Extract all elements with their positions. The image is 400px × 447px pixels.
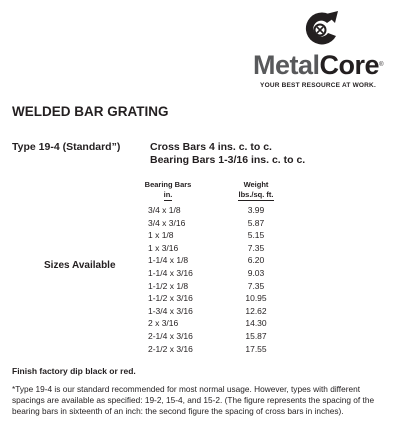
bar-size: 1-1/2 x 3/16	[148, 293, 193, 304]
bar-weight: 12.62	[245, 305, 267, 316]
table-row	[0, 254, 400, 267]
table-row	[0, 242, 400, 255]
bar-weight: 6.20	[247, 255, 265, 266]
logo-tagline: YOUR BEST RESOURCE AT WORK.	[260, 82, 376, 89]
bearing-bars-header-line2: in.	[163, 190, 173, 199]
logo-word-core: Core	[319, 50, 380, 80]
bar-size: 1 x 3/16	[148, 242, 179, 253]
table-row	[0, 217, 400, 230]
table-row	[0, 343, 400, 356]
weight-column-header	[229, 180, 283, 201]
table-row	[0, 305, 400, 318]
bar-weight: 7.35	[247, 242, 265, 253]
table-row	[0, 292, 400, 305]
sizes-table	[0, 204, 400, 355]
bar-size: 3/4 x 1/8	[148, 205, 181, 215]
type-label: Type 19-4 (Standard”)	[12, 141, 121, 153]
bar-weight: 3.99	[247, 205, 265, 215]
sizes-available-label: Sizes Available	[44, 260, 116, 271]
bar-size: 1-1/2 x 1/8	[148, 280, 189, 291]
cross-bars-spec: Cross Bars 4 ins. c. to c.	[150, 141, 272, 153]
metalcore-logo	[246, 10, 390, 98]
bar-weight: 9.03	[247, 267, 265, 278]
footnote: *Type 19-4 is our standard recommended for most normal usage. However, types with different spacings are available as specified: 19-2, 15-4, and 15-2. (The figure represents the spacing of the bearing bars in sixteenth of an inch: the second figure the spacing of cross bars in inches).	[12, 384, 375, 417]
logo-trademark: ®	[379, 62, 383, 68]
table-row	[0, 204, 400, 217]
bar-weight: 5.87	[247, 217, 265, 228]
bar-weight: 17.55	[245, 343, 267, 354]
table-row	[0, 267, 400, 280]
bar-weight: 5.15	[247, 230, 265, 241]
bar-size: 1-1/4 x 3/16	[148, 267, 193, 278]
bar-weight: 14.30	[245, 318, 267, 329]
bearing-bars-header-line1: Bearing Bars	[144, 180, 192, 189]
bearing-bars-spec: Bearing Bars 1-3/16 ins. c. to c.	[150, 154, 306, 166]
table-row	[0, 317, 400, 330]
bar-size: 1 x 1/8	[148, 230, 174, 241]
bar-size: 3/4 x 3/16	[148, 217, 186, 228]
bar-size: 2-1/4 x 3/16	[148, 330, 193, 341]
bar-weight: 7.35	[247, 280, 265, 291]
bearing-bars-column-header	[132, 180, 204, 201]
logo-wordmark	[246, 50, 390, 80]
bar-size: 2 x 3/16	[148, 318, 179, 329]
table-row	[0, 280, 400, 293]
bar-weight: 15.87	[245, 330, 267, 341]
metalcore-emblem-icon	[300, 10, 340, 50]
weight-header-line2: lbs./sq. ft.	[238, 190, 274, 199]
weight-header-line1: Weight	[243, 180, 269, 189]
bar-weight: 10.95	[245, 293, 267, 304]
table-row	[0, 229, 400, 242]
finish-note: Finish factory dip black or red.	[12, 366, 136, 376]
page-title: WELDED BAR GRATING	[12, 104, 169, 119]
spacing-spec	[150, 141, 305, 167]
table-row	[0, 330, 400, 343]
bar-size: 1-1/4 x 1/8	[148, 255, 189, 266]
logo-word-metal: Metal	[253, 50, 320, 80]
bar-size: 2-1/2 x 3/16	[148, 343, 193, 354]
bar-size: 1-3/4 x 3/16	[148, 305, 193, 316]
